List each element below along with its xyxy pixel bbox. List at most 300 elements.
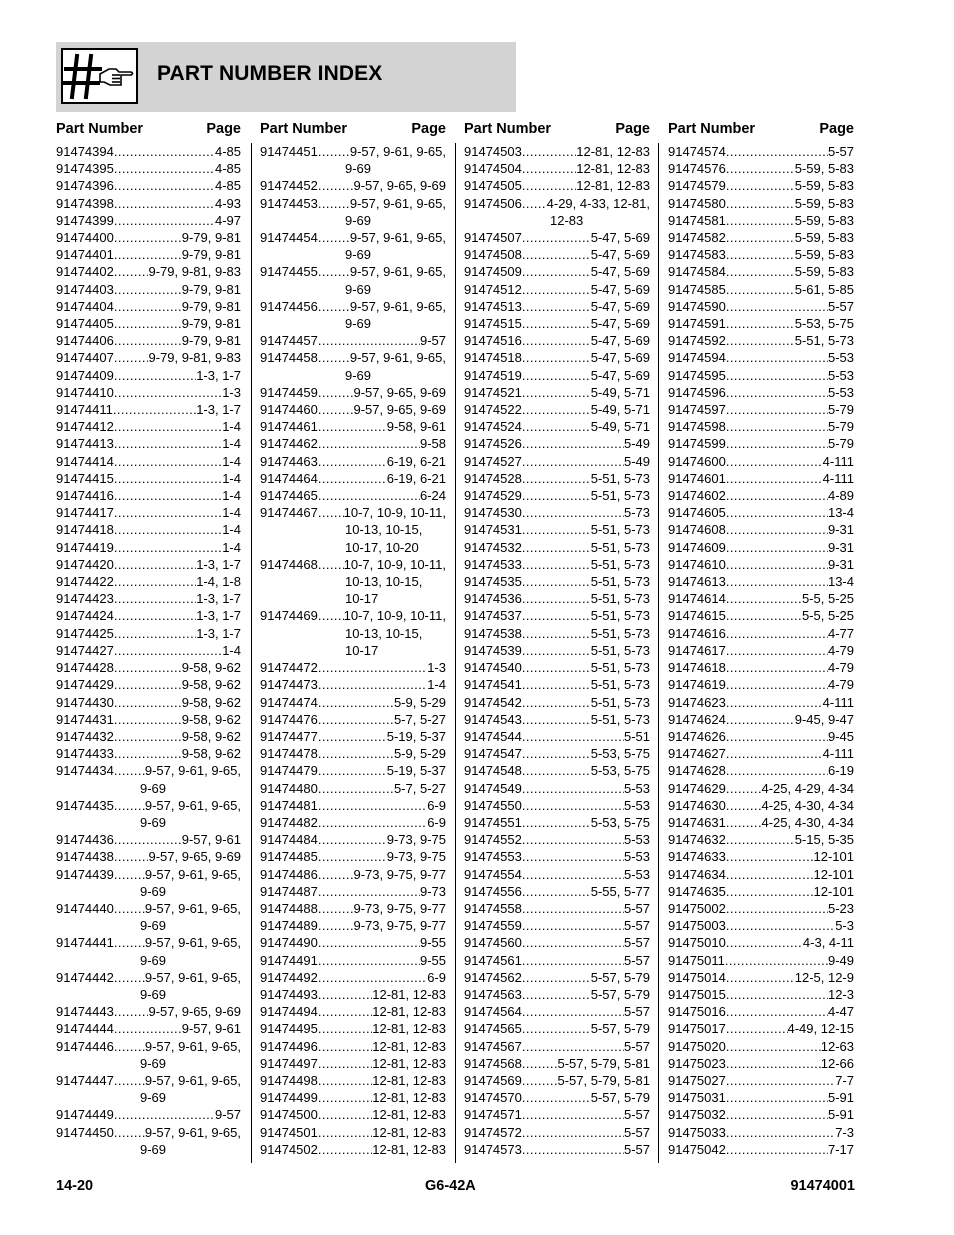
- part-number: 91474460: [260, 402, 318, 418]
- page-refs: 12-101: [813, 866, 854, 882]
- index-entry: [56, 229, 241, 246]
- page-refs-continued: 9-69: [140, 952, 167, 968]
- page-refs: 5-59, 5-83: [794, 195, 854, 211]
- dot-leader: [726, 504, 828, 521]
- page-refs: 6-19, 6-21: [386, 470, 446, 486]
- index-entry: [668, 1124, 854, 1141]
- part-number: 91474619: [668, 677, 726, 693]
- dot-leader: [522, 573, 591, 590]
- index-entry: [260, 952, 446, 969]
- part-number: 91474469: [260, 608, 318, 624]
- dot-leader: [726, 298, 828, 315]
- dot-leader: [726, 659, 828, 676]
- dot-leader: [522, 900, 624, 917]
- dot-leader: [522, 1072, 558, 1089]
- part-number: 91474478: [260, 746, 318, 762]
- page-refs: 5-59, 5-83: [794, 212, 854, 228]
- index-entry: [668, 814, 854, 831]
- page-refs: 9-45: [827, 728, 854, 744]
- dot-leader: [726, 797, 762, 814]
- dot-leader: [522, 659, 591, 676]
- dot-leader: [318, 1124, 372, 1141]
- page-refs-continued: 9-69: [140, 814, 167, 830]
- page-refs: 6-19: [827, 763, 854, 779]
- page-refs: 5-79: [827, 419, 854, 435]
- dot-leader: [726, 745, 823, 762]
- index-entry: [56, 694, 241, 711]
- part-number: 91474493: [260, 986, 318, 1002]
- index-entry: [464, 246, 650, 263]
- dot-leader: [114, 1124, 145, 1141]
- index-entry: [56, 539, 241, 556]
- page-refs: 1-4: [427, 677, 446, 693]
- index-entry: [464, 315, 650, 332]
- page-refs: 5-51, 5-73: [590, 539, 650, 555]
- index-entry: [464, 1124, 650, 1141]
- page-refs: 5-57: [623, 1004, 650, 1020]
- part-number: 91474430: [56, 694, 114, 710]
- dot-leader: [318, 384, 354, 401]
- page-refs: 9-58, 9-62: [181, 746, 241, 762]
- page-title: PART NUMBER INDEX: [157, 62, 383, 85]
- part-number: 91474495: [260, 1021, 318, 1037]
- part-number: 91474539: [464, 642, 522, 658]
- index-entry: [464, 711, 650, 728]
- part-number: 91474473: [260, 677, 318, 693]
- part-number: 91475016: [668, 1004, 726, 1020]
- dot-leader: [114, 728, 182, 745]
- page-refs: 5-53: [623, 780, 650, 796]
- index-entry: [260, 694, 446, 711]
- part-number: 91474427: [56, 642, 114, 658]
- column-header: [464, 119, 650, 139]
- part-number: 91474420: [56, 556, 114, 572]
- index-entry: [668, 281, 854, 298]
- page-refs: 5-53: [623, 832, 650, 848]
- page-refs: 5-47, 5-69: [590, 247, 650, 263]
- part-number: 91474527: [464, 453, 522, 469]
- dot-leader: [114, 711, 182, 728]
- part-number: 91474524: [464, 419, 522, 435]
- index-entry: [56, 195, 241, 212]
- page-refs: 5-57, 5-79: [590, 986, 650, 1002]
- page-refs: 5-57, 5-79, 5-81: [557, 1055, 650, 1071]
- index-entry: [464, 1141, 650, 1158]
- part-number: 91474602: [668, 488, 726, 504]
- index-entry: [56, 607, 241, 624]
- index-entry: [56, 367, 241, 384]
- page-refs: 5-51, 5-73: [590, 591, 650, 607]
- dot-leader: [114, 1106, 215, 1123]
- footer-doc-number: 91474001: [790, 1178, 855, 1194]
- page-refs: 1-3, 1-7: [196, 625, 241, 641]
- page-refs-continued: 9-69: [345, 316, 372, 332]
- part-number: 91474506: [464, 195, 522, 211]
- index-entry: [668, 367, 854, 384]
- page-refs-continued: 12-83: [550, 212, 584, 228]
- page-refs: 1-3: [222, 384, 241, 400]
- index-entry: [464, 986, 650, 1003]
- index-entry: [260, 780, 446, 797]
- dot-leader: [114, 1072, 145, 1089]
- index-entry: [464, 900, 650, 917]
- page-refs: 12-81, 12-83: [372, 1124, 446, 1140]
- page-refs: 13-4: [827, 505, 854, 521]
- dot-leader: [522, 762, 591, 779]
- page-refs: 9-58, 9-61: [386, 419, 446, 435]
- part-number: 91475042: [668, 1141, 726, 1157]
- dot-leader: [522, 934, 624, 951]
- part-number: 91474406: [56, 333, 114, 349]
- page-refs: 9-58: [419, 436, 446, 452]
- page-refs: 9-57, 9-65, 9-69: [353, 178, 446, 194]
- index-entry: [260, 986, 446, 1003]
- part-number: 91474423: [56, 591, 114, 607]
- dot-leader: [114, 160, 215, 177]
- index-entry: [464, 676, 650, 693]
- page-refs: 9-58, 9-62: [181, 728, 241, 744]
- page-refs-continued: 10-17: [345, 642, 379, 658]
- dot-leader: [522, 917, 624, 934]
- part-number: 91474402: [56, 264, 114, 280]
- index-entry: [668, 797, 854, 814]
- part-number: 91474416: [56, 488, 114, 504]
- dot-leader: [114, 246, 182, 263]
- index-entry: [668, 1038, 854, 1055]
- part-number: 91474444: [56, 1021, 114, 1037]
- page-refs: 5-51, 5-73: [590, 574, 650, 590]
- part-number: 91474528: [464, 470, 522, 486]
- dot-leader: [318, 917, 354, 934]
- part-number: 91474443: [56, 1004, 114, 1020]
- index-entry: [464, 1106, 650, 1123]
- page-refs: 5-53: [623, 849, 650, 865]
- part-number: 91474459: [260, 384, 318, 400]
- index-entry: [668, 1089, 854, 1106]
- part-number: 91474591: [668, 316, 726, 332]
- index-entry: [260, 349, 446, 366]
- index-entry: [260, 917, 446, 934]
- part-number: 91474529: [464, 488, 522, 504]
- part-number: 91474536: [464, 591, 522, 607]
- dot-leader: [114, 969, 145, 986]
- part-number: 91474543: [464, 711, 522, 727]
- dot-leader: [114, 539, 222, 556]
- page-refs: 4-25, 4-29, 4-34: [761, 780, 854, 796]
- part-number: 91474595: [668, 367, 726, 383]
- part-number: 91474401: [56, 247, 114, 263]
- page-refs: 5-57: [623, 935, 650, 951]
- part-number: 91474455: [260, 264, 318, 280]
- part-number: 91474480: [260, 780, 318, 796]
- index-entry: [260, 470, 446, 487]
- dot-leader: [114, 607, 196, 624]
- index-entry: [56, 866, 241, 883]
- dot-leader: [114, 229, 182, 246]
- index-entry: [56, 762, 241, 779]
- part-number: 91474395: [56, 161, 114, 177]
- page-refs: 1-3, 1-7: [196, 402, 241, 418]
- index-entry: [56, 573, 241, 590]
- part-number: 91474535: [464, 574, 522, 590]
- index-entry: [668, 590, 854, 607]
- page-refs: 9-73, 9-75, 9-77: [353, 900, 446, 916]
- part-number: 91474490: [260, 935, 318, 951]
- dot-leader: [114, 694, 182, 711]
- page-refs: 5-57: [827, 144, 854, 159]
- part-number: 91474436: [56, 832, 114, 848]
- part-number: 91474583: [668, 247, 726, 263]
- page-refs: 5-47, 5-69: [590, 367, 650, 383]
- page-refs: 5-53, 5-75: [590, 814, 650, 830]
- index-entry: [668, 745, 854, 762]
- index-entry: [464, 917, 650, 934]
- part-number: 91475014: [668, 969, 726, 985]
- page-refs-continued: 9-69: [140, 1141, 167, 1157]
- index-entry: [56, 556, 241, 573]
- page-refs: 5-91: [827, 1107, 854, 1123]
- dot-leader: [726, 521, 828, 538]
- part-number: 91474435: [56, 797, 114, 813]
- dot-leader: [114, 1020, 182, 1037]
- part-number: 91474521: [464, 384, 522, 400]
- index-entry: [668, 349, 854, 366]
- page-refs: 5-19, 5-37: [386, 763, 446, 779]
- dot-leader: [114, 195, 215, 212]
- part-number: 91474509: [464, 264, 522, 280]
- page-refs: 5-19, 5-37: [386, 728, 446, 744]
- part-number: 91474431: [56, 711, 114, 727]
- page-refs: 4-85: [214, 161, 241, 177]
- part-number: 91474410: [56, 384, 114, 400]
- index-entry: [668, 952, 854, 969]
- dot-leader: [522, 487, 591, 504]
- index-entry: [464, 659, 650, 676]
- page-refs: 4-49, 12-15: [787, 1021, 854, 1037]
- page-refs: 4-111: [822, 453, 854, 469]
- page-refs: 7-7: [835, 1072, 854, 1088]
- dot-leader: [522, 625, 591, 642]
- index-entry: [260, 866, 446, 883]
- part-number: 91474462: [260, 436, 318, 452]
- page-refs: 12-101: [813, 883, 854, 899]
- part-number: 91474429: [56, 677, 114, 693]
- index-entry: [464, 797, 650, 814]
- page-refs: 5-53: [827, 367, 854, 383]
- dot-leader: [114, 143, 215, 160]
- index-entry: [464, 1055, 650, 1072]
- index-entry: [56, 401, 241, 418]
- part-number: 91474454: [260, 230, 318, 246]
- part-number: 91474581: [668, 212, 726, 228]
- part-number: 91474450: [56, 1124, 114, 1140]
- dot-leader: [114, 212, 215, 229]
- index-entry: [668, 1020, 854, 1037]
- page-refs: 9-57, 9-61, 9-65,: [349, 195, 446, 211]
- part-number: 91474580: [668, 195, 726, 211]
- dot-leader: [726, 556, 828, 573]
- dot-leader: [522, 418, 591, 435]
- index-entry: [464, 745, 650, 762]
- part-number: 91474560: [464, 935, 522, 951]
- page-refs: 5-49, 5-71: [590, 402, 650, 418]
- index-entry: [668, 487, 854, 504]
- index-entry: [668, 332, 854, 349]
- index-entry: [56, 1003, 241, 1020]
- page-refs: 1-3, 1-7: [196, 591, 241, 607]
- part-number: 91474561: [464, 952, 522, 968]
- page-refs: 5-51, 5-73: [590, 694, 650, 710]
- page-refs: 4-3, 4-11: [802, 935, 854, 951]
- dot-leader: [726, 694, 823, 711]
- index-entry: [56, 848, 241, 865]
- index-entry: [464, 539, 650, 556]
- page-refs: 6-9: [427, 814, 446, 830]
- dot-leader: [726, 384, 828, 401]
- dot-leader: [114, 762, 145, 779]
- part-number: 91474494: [260, 1004, 318, 1020]
- dot-leader: [522, 143, 576, 160]
- index-entry: [56, 745, 241, 762]
- page-heading: Page: [411, 121, 446, 137]
- dot-leader: [318, 780, 394, 797]
- index-entry: [56, 487, 241, 504]
- dot-leader: [114, 900, 145, 917]
- page-refs: 5-91: [827, 1090, 854, 1106]
- index-entry: [260, 177, 446, 194]
- page-refs: 12-81, 12-83: [576, 144, 650, 159]
- page-refs: 9-49: [827, 952, 854, 968]
- part-number: 91474559: [464, 918, 522, 934]
- dot-leader: [318, 831, 387, 848]
- part-number: 91474634: [668, 866, 726, 882]
- dot-leader: [726, 212, 795, 229]
- dot-leader: [318, 1003, 372, 1020]
- page-refs: 5-57, 5-79: [590, 1090, 650, 1106]
- page-refs: 9-55: [419, 952, 446, 968]
- part-number: 91474498: [260, 1072, 318, 1088]
- page-refs: 5-5, 5-25: [801, 591, 854, 607]
- dot-leader: [522, 1038, 624, 1055]
- index-entry: [260, 143, 446, 160]
- page-refs: 12-81, 12-83: [372, 1141, 446, 1157]
- page-refs: 5-57: [623, 918, 650, 934]
- dot-leader: [114, 487, 222, 504]
- index-entry: [464, 367, 650, 384]
- index-entry: [56, 143, 241, 160]
- part-number: 91474567: [464, 1038, 522, 1054]
- page-refs: 1-3: [427, 660, 446, 676]
- index-entry: [464, 349, 650, 366]
- part-number: 91474570: [464, 1090, 522, 1106]
- page-refs: 5-49: [623, 453, 650, 469]
- index-entry: [56, 659, 241, 676]
- index-entry: [260, 332, 446, 349]
- page-refs: 5-59, 5-83: [794, 264, 854, 280]
- dot-leader: [114, 177, 215, 194]
- part-number: 91474477: [260, 728, 318, 744]
- page-refs: 1-4: [222, 436, 241, 452]
- dot-leader: [522, 797, 624, 814]
- part-number: 91474629: [668, 780, 726, 796]
- index-entry: [668, 160, 854, 177]
- dot-leader: [726, 1020, 788, 1037]
- part-number: 91474579: [668, 178, 726, 194]
- index-entry: [464, 384, 650, 401]
- index-entry: [464, 298, 650, 315]
- page-refs: 9-57, 9-61: [181, 1021, 241, 1037]
- part-number: 91475033: [668, 1124, 726, 1140]
- index-entry: [464, 1072, 650, 1089]
- part-number: 91474504: [464, 161, 522, 177]
- index-entry: [464, 848, 650, 865]
- index-entry: [260, 711, 446, 728]
- index-entry: [464, 625, 650, 642]
- dot-leader: [318, 1020, 372, 1037]
- page-refs: 9-57, 9-61, 9-65,: [144, 1124, 241, 1140]
- page-refs: 5-57: [827, 298, 854, 314]
- page-refs: 4-93: [214, 195, 241, 211]
- footer-page-number: 14-20: [56, 1178, 94, 1194]
- dot-leader: [522, 504, 624, 521]
- page-refs: 13-4: [827, 574, 854, 590]
- dot-leader: [318, 1072, 372, 1089]
- page-refs: 5-57: [623, 1124, 650, 1140]
- page-refs: 5-51, 5-73: [794, 333, 854, 349]
- page-refs-continued: 9-69: [345, 212, 372, 228]
- part-number: 91474597: [668, 402, 726, 418]
- index-entry: [668, 917, 854, 934]
- part-number: 91474487: [260, 883, 318, 899]
- index-entry: [668, 229, 854, 246]
- index-entry: [260, 1055, 446, 1072]
- dot-leader: [318, 694, 394, 711]
- dot-leader: [113, 401, 196, 418]
- page-refs: 5-53, 5-75: [590, 763, 650, 779]
- index-entry: [464, 556, 650, 573]
- dot-leader: [726, 418, 828, 435]
- page-refs: 9-57, 9-61, 9-65,: [144, 1072, 241, 1088]
- index-entry: [260, 487, 446, 504]
- page-refs: 9-73, 9-75: [386, 849, 446, 865]
- dot-leader: [522, 986, 591, 1003]
- index-entry: [464, 1003, 650, 1020]
- index-entry: [260, 883, 446, 900]
- dot-leader: [318, 711, 394, 728]
- part-number: 91474600: [668, 453, 726, 469]
- page-refs: 5-9, 5-29: [393, 746, 446, 762]
- column-header: [56, 119, 241, 139]
- part-number: 91474422: [56, 574, 114, 590]
- index-entry: [464, 160, 650, 177]
- part-number: 91475015: [668, 986, 726, 1002]
- index-entry: [464, 573, 650, 590]
- part-number: 91474505: [464, 178, 522, 194]
- part-number: 91474405: [56, 316, 114, 332]
- dot-leader: [318, 676, 427, 693]
- index-entry: [56, 160, 241, 177]
- index-entry: [668, 195, 854, 212]
- part-number: 91474594: [668, 350, 726, 366]
- index-entry: [464, 229, 650, 246]
- page-refs-continued: 9-69: [345, 247, 372, 263]
- page-refs: 12-81, 12-83: [372, 1107, 446, 1123]
- index-entry: [464, 762, 650, 779]
- dot-leader: [318, 195, 350, 212]
- page-refs-continued: 9-69: [140, 918, 167, 934]
- index-entry: [260, 1089, 446, 1106]
- page-refs: 5-5, 5-25: [801, 608, 854, 624]
